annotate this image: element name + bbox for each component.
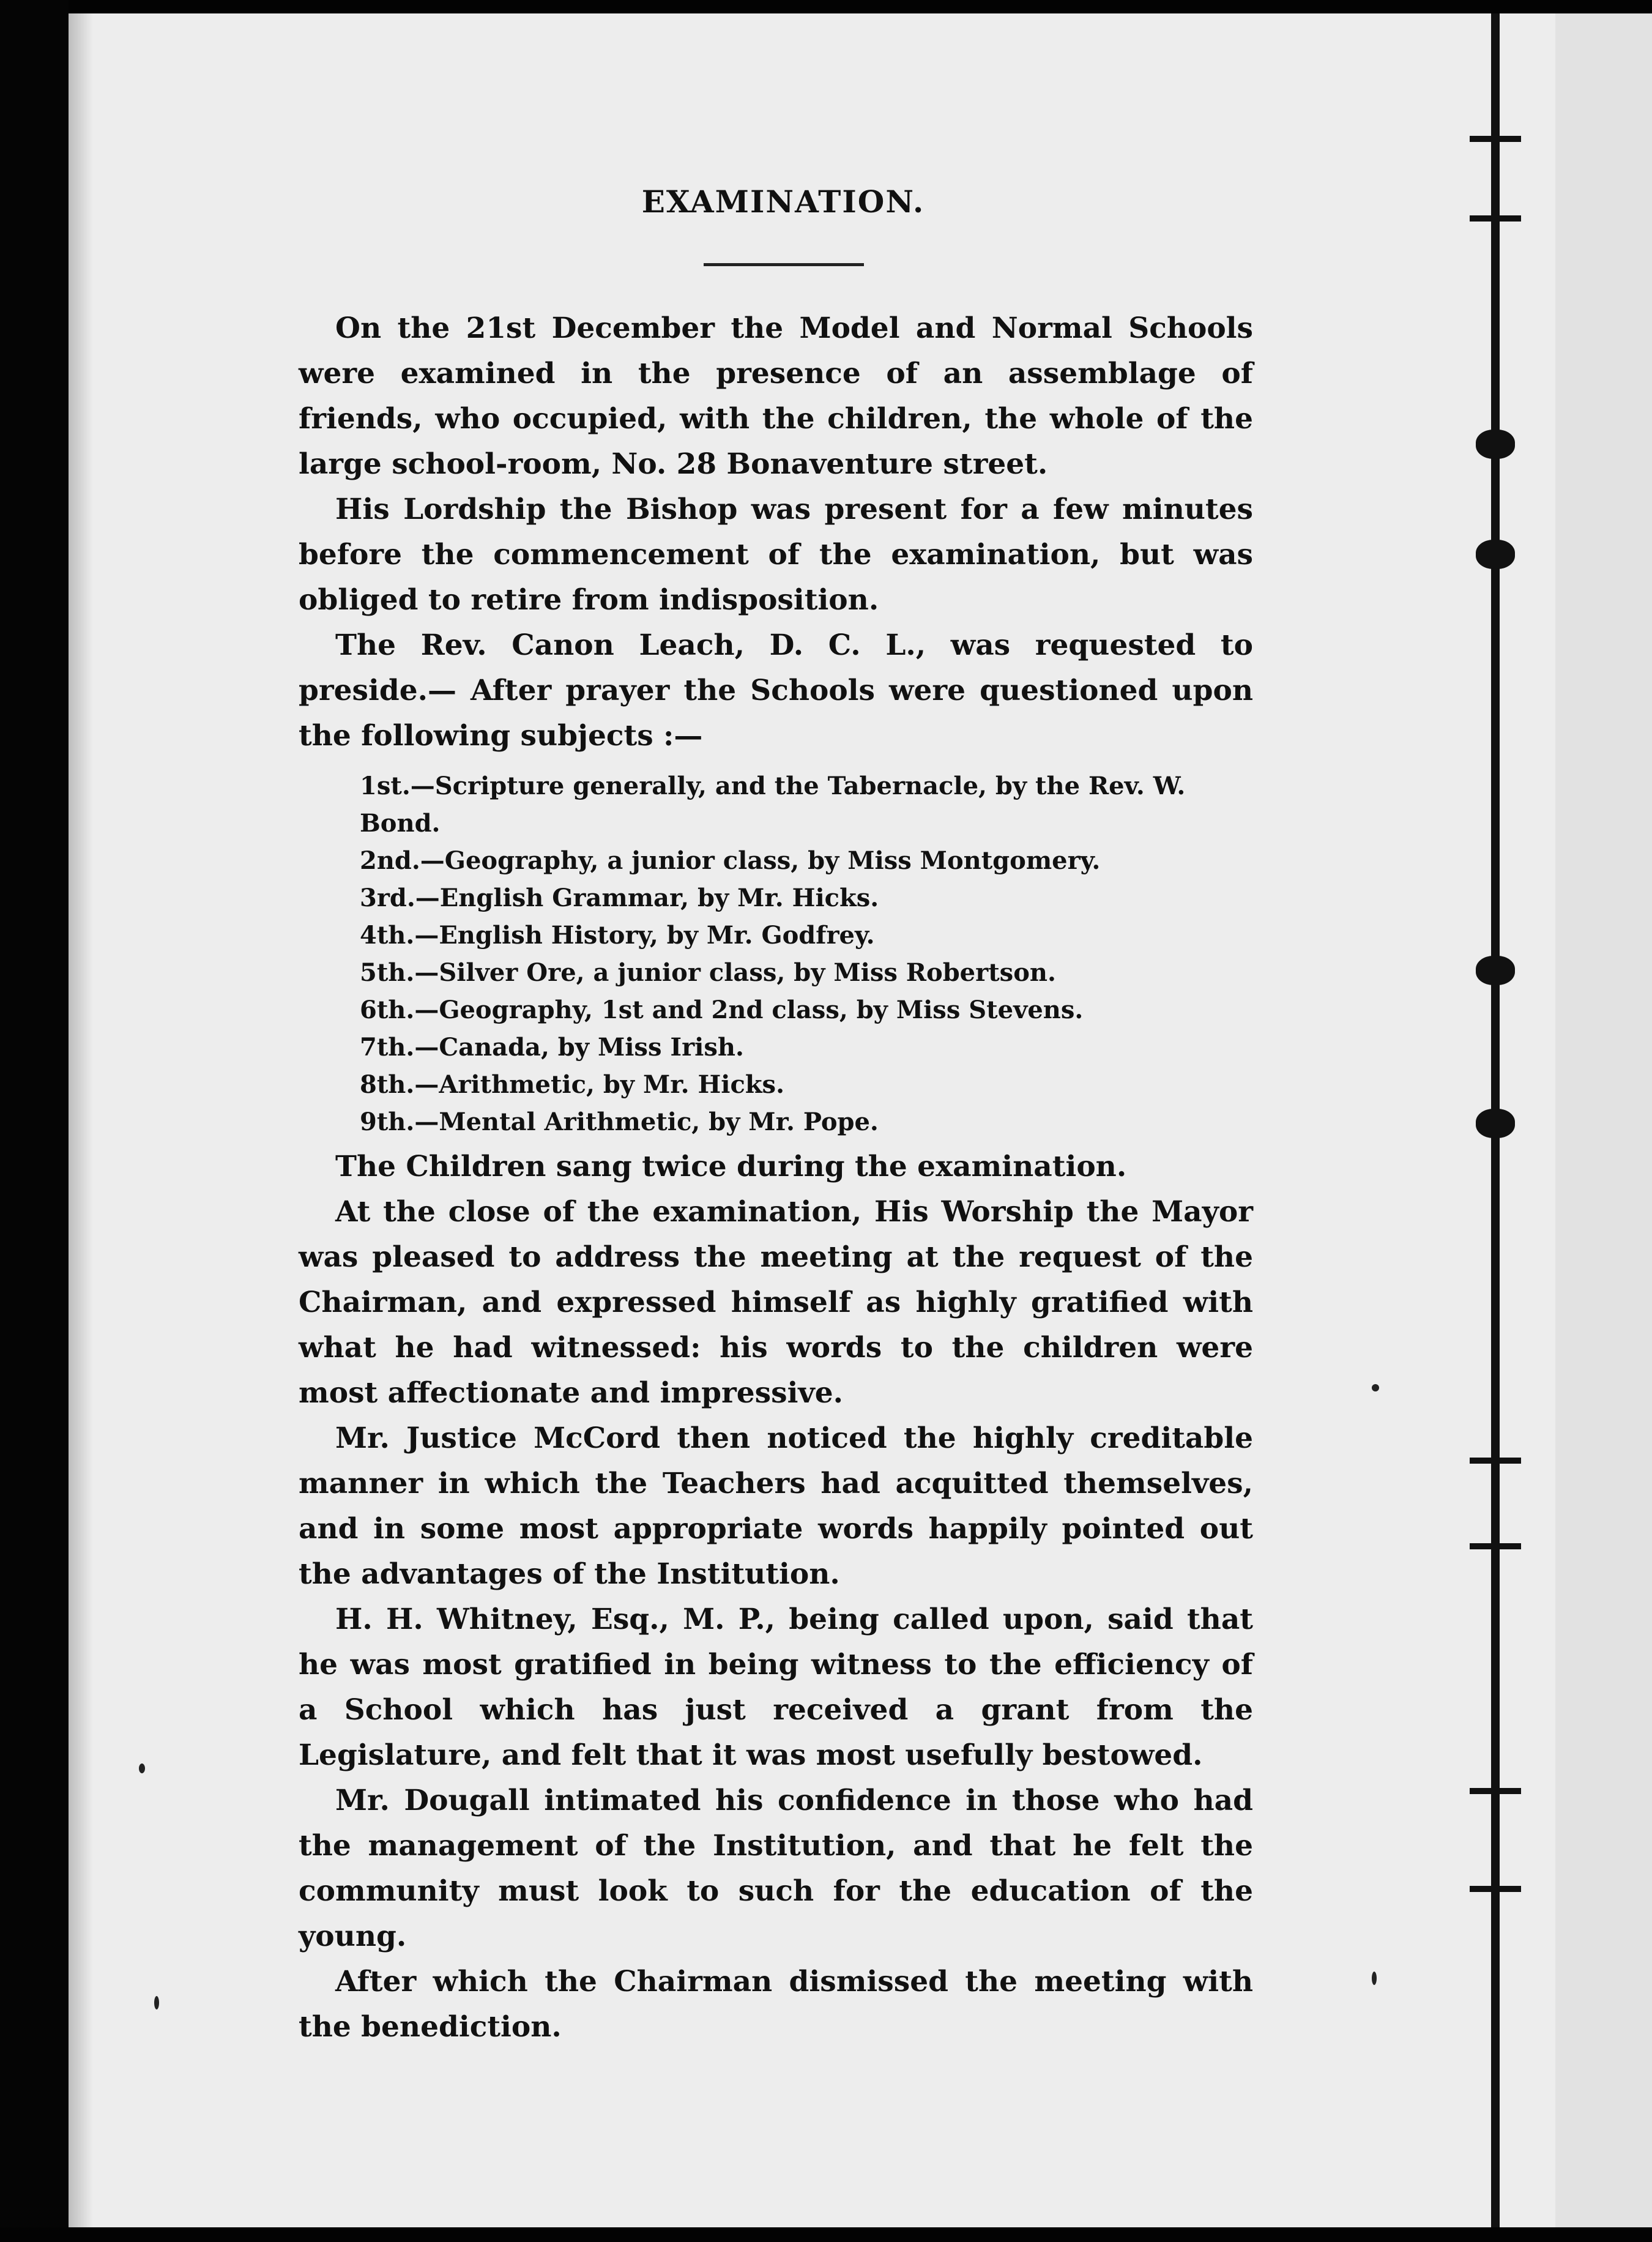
paragraph: On the 21st December the Model and Normal Schools were examined in the presence of an assemblage of friends, who occupied, with the children, the whole of the large school-room, No. 28 Bonaventure street.	[299, 311, 1253, 481]
speck	[139, 1763, 145, 1773]
list-item: 7th.—Canada, by Miss Irish.	[360, 1033, 744, 1062]
title-rule	[704, 263, 864, 266]
list-item: 5th.—Silver Ore, a junior class, by Miss Robertson.	[360, 958, 1056, 987]
binding-knot	[1476, 956, 1515, 985]
speck	[154, 1996, 159, 2009]
scan-border-left	[0, 0, 69, 2242]
scan-border-top	[0, 0, 1652, 13]
list-item: 6th.—Geography, 1st and 2nd class, by Miss Stevens.	[360, 996, 1084, 1024]
paragraph: His Lordship the Bishop was present for a few minutes before the commencement of the examination, but was obliged to retire from indisposition.	[299, 493, 1253, 617]
facing-page-margin	[1555, 13, 1652, 2227]
page-title: EXAMINATION.	[641, 184, 925, 220]
list-item: 3rd.—English Grammar, by Mr. Hicks.	[360, 884, 879, 912]
speck	[1372, 1384, 1379, 1391]
binding-stitch	[1470, 1458, 1521, 1464]
paragraph: The Rev. Canon Leach, D. C. L., was requested to preside.— After prayer the Schools were questioned upon the following subjects :—	[299, 628, 1253, 753]
binding-knot	[1476, 540, 1515, 569]
scan-border-bottom	[0, 2227, 1652, 2242]
binding-stitch	[1470, 1886, 1521, 1892]
binding-stitch	[1470, 1543, 1521, 1549]
list-item: 1st.—Scripture generally, and the Tabernacle, by the Rev. W. Bond.	[360, 772, 1186, 838]
binding-knot	[1476, 430, 1515, 459]
binding-stitch	[1470, 136, 1521, 142]
paragraph: Mr. Justice McCord then noticed the highly creditable manner in which the Teachers had acquitted themselves, and in some most appropriate words happily pointed out the advantages of the Institution.	[299, 1421, 1253, 1591]
binding-stitch	[1470, 215, 1521, 222]
paragraph: H. H. Whitney, Esq., M. P., being called upon, said that he was most gratified in being witness to the efficiency of a School which has just received a grant from the Legislature, and felt that it was most usefully bestowed.	[299, 1603, 1253, 1772]
list-item: 9th.—Mental Arithmetic, by Mr. Pope.	[360, 1108, 879, 1136]
subjects-list	[299, 767, 1253, 1141]
list-item: 4th.—English History, by Mr. Godfrey.	[360, 921, 875, 950]
paragraph: Mr. Dougall intimated his confidence in those who had the management of the Institution, and that he felt the community must look to such for the education of the young.	[299, 1784, 1253, 1953]
paragraph: At the close of the examination, His Worship the Mayor was pleased to address the meeting at the request of the Chairman, and expressed himself as highly gratified with what he had witnessed: his words to the children were most affectionate and impressive.	[299, 1195, 1253, 1410]
article-body	[299, 306, 1253, 2050]
list-item: 8th.—Arithmetic, by Mr. Hicks.	[360, 1070, 785, 1099]
paragraph: The Children sang twice during the examination.	[335, 1150, 1127, 1183]
speck	[1372, 1972, 1377, 1985]
page-edge-shadow	[69, 13, 93, 2227]
binding-stitch	[1470, 1788, 1521, 1794]
list-item: 2nd.—Geography, a junior class, by Miss Montgomery.	[360, 846, 1101, 875]
paragraph: After which the Chairman dismissed the meeting with the benediction.	[299, 1965, 1253, 2044]
binding-knot	[1476, 1109, 1515, 1138]
